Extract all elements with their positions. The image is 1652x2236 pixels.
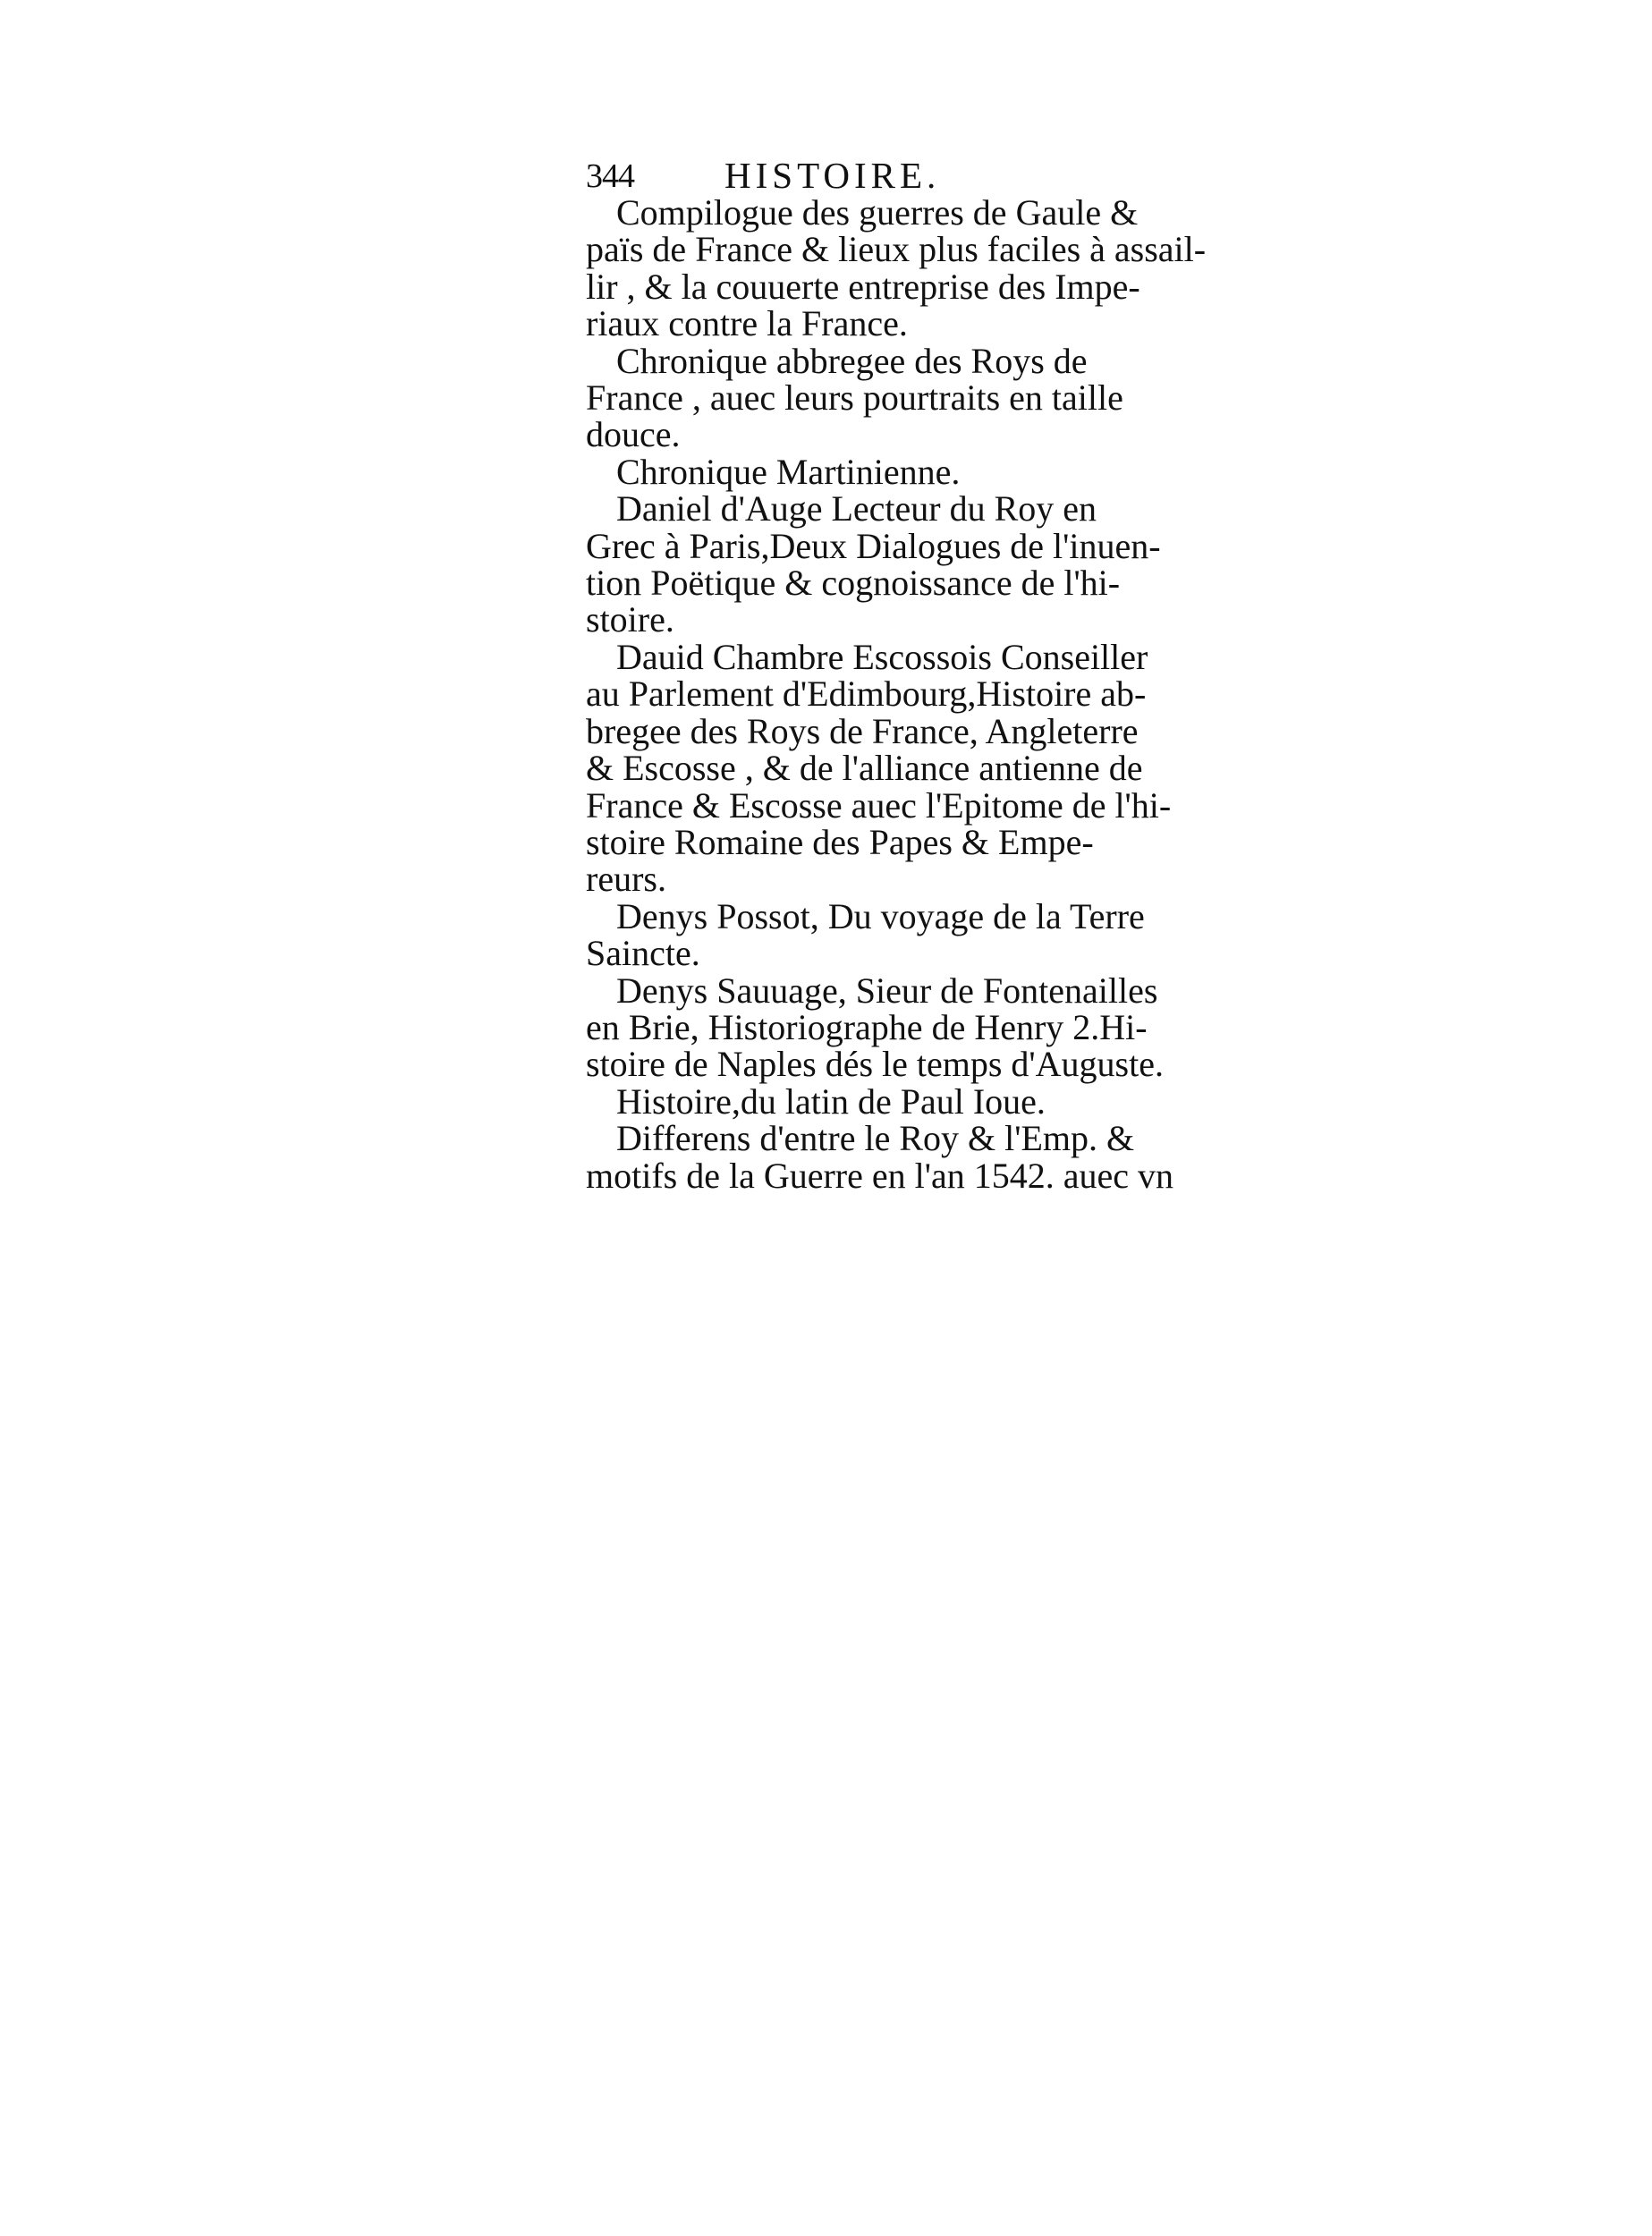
entry-line: au Parlement d'Edimbourg,Histoire ab- (586, 673, 1147, 715)
entry-line: Denys Sauuage, Sieur de Fontenailles (616, 970, 1158, 1011)
entry-line: Denys Possot, Du voyage de la Terre (616, 895, 1145, 936)
bibliography-entry (586, 1118, 1173, 1196)
entry-line: Differens d'entre le Roy & l'Emp. & (616, 1118, 1135, 1159)
bibliography-entry (586, 895, 1145, 974)
entry-line: en Brie, Historiographe de Henry 2.Hi- (586, 1006, 1148, 1047)
entry-line: Chronique abbregee des Roys de (616, 340, 1088, 381)
entry-line: Histoire,du latin de Paul Ioue. (616, 1080, 1046, 1122)
bibliography-entry (586, 1080, 1127, 1122)
entry-line: Saincte. (586, 933, 700, 974)
entry-line: motifs de la Guerre en l'an 1542. auec vn (586, 1155, 1173, 1196)
entry-line: stoire Romaine des Papes & Empe- (586, 821, 1094, 862)
entry-line: Compilogue des guerres de Gaule & (616, 192, 1139, 233)
entry-line: douce. (586, 414, 681, 455)
page-header (586, 157, 1127, 194)
running-head: HISTOIRE. (724, 155, 941, 196)
entry-line: tion Poëtique & cognoissance de l'hi- (586, 563, 1121, 604)
bibliography-entry (586, 488, 1161, 640)
entry-line: Dauid Chambre Escossois Conseiller (616, 636, 1148, 677)
bibliography-entry (586, 453, 1127, 490)
entry-line: France , auec leurs pourtraits en taille (586, 377, 1123, 419)
entry-line: Daniel d'Auge Lecteur du Roy en (616, 488, 1097, 529)
entry-line: Chronique Martinienne. (616, 451, 961, 492)
bibliography-entry (586, 340, 1127, 455)
entry-line: lir , & la couuerte entreprise des Impe- (586, 266, 1140, 307)
entry-line: stoire de Naples dés le temps d'Auguste. (586, 1044, 1164, 1085)
entry-line: stoire. (586, 599, 674, 640)
bibliography-entry (586, 970, 1164, 1085)
entry-line: France & Escosse auec l'Epitome de l'hi- (586, 784, 1172, 826)
entry-line: reurs. (586, 859, 666, 900)
page-number: 344 (586, 157, 634, 195)
entry-line: riaux contre la France. (586, 303, 908, 344)
entry-line: & Escosse , & de l'alliance antienne de (586, 748, 1143, 789)
entry-line: païs de France & lieux plus faciles à assail- (586, 229, 1207, 270)
entry-line: bregee des Roys de France, Angleterre (586, 710, 1139, 751)
entry-line: Grec à Paris,Deux Dialogues de l'inuen- (586, 525, 1161, 566)
bibliography-entry (586, 192, 1207, 344)
bibliography-entry (586, 636, 1172, 900)
page-text-block (586, 155, 1207, 1196)
